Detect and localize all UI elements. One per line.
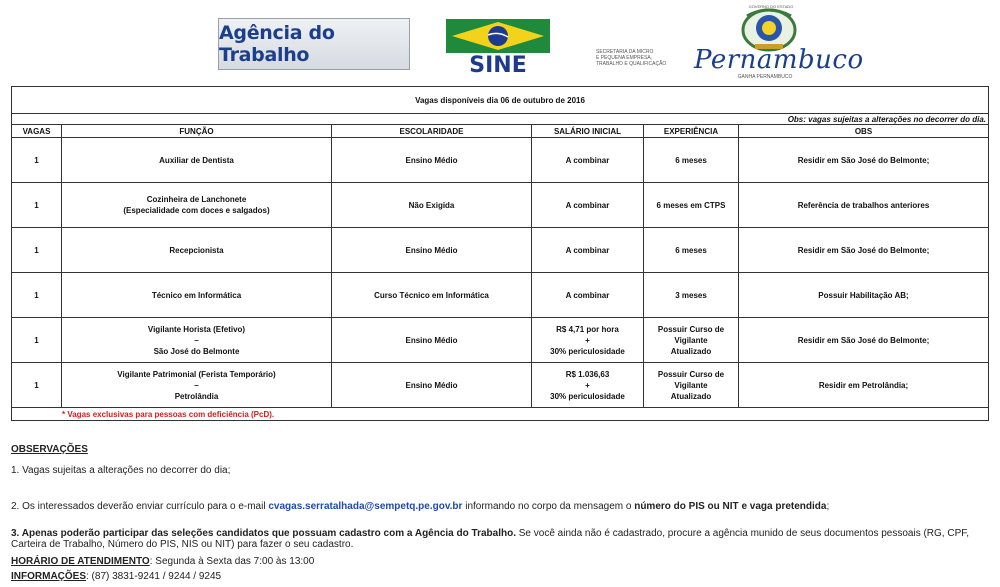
secretaria-line: SECRETARIA DA MICRO <box>596 49 654 55</box>
cell-vagas: 1 <box>12 228 62 273</box>
cell-experiencia <box>644 138 739 183</box>
item2-text: informando no corpo da mensagem o <box>462 501 635 512</box>
table-row <box>12 318 989 363</box>
pernambuco-sub-text: GANHA PERNAMBUCO <box>737 74 793 80</box>
horario-label: HORÁRIO DE ATENDIMENTO <box>11 556 150 567</box>
cell-salario <box>532 363 644 408</box>
secretaria-line: E PEQUENA EMPRESA, <box>596 55 653 61</box>
observacao-item-3 <box>11 528 986 550</box>
cell-experiencia <box>644 363 739 408</box>
observacoes-title: OBSERVAÇÕES <box>11 444 88 455</box>
funcao-line: – <box>194 335 199 345</box>
pcd-note-filler <box>532 408 989 421</box>
cell-obs: Referência de trabalhos anteriores <box>739 183 989 228</box>
horario-line <box>11 556 314 567</box>
cell-obs: Residir em São José do Belmonte; <box>739 228 989 273</box>
experiencia-line: Atualizado <box>670 346 712 356</box>
item2-text: 2. Os interessados deverão enviar currículo para o e-mail <box>11 501 269 512</box>
experiencia-line: Possuir Curso de <box>657 324 725 334</box>
salario-line: 30% periculosidade <box>550 391 625 401</box>
salario-line: 30% periculosidade <box>550 346 625 356</box>
table-obs-note: Obs: vagas sujeitas a alterações no decorrer do dia. <box>12 114 989 125</box>
cell-escolaridade: Ensino Médio <box>332 363 532 408</box>
cell-vagas: 1 <box>12 138 62 183</box>
item2-text: ; <box>826 501 830 512</box>
cell-obs: Possuir Habilitação AB; <box>739 273 989 318</box>
cell-funcao <box>62 138 332 183</box>
experiencia-line: Atualizado <box>670 391 712 401</box>
table-row <box>12 138 989 183</box>
cell-funcao <box>62 273 332 318</box>
table-title: Vagas disponíveis dia 06 de outubro de 2016 <box>12 87 989 114</box>
salario-line: + <box>585 335 590 345</box>
salario-line: R$ 4,71 por hora <box>556 324 619 334</box>
salario-line: + <box>585 380 590 390</box>
funcao-line: São José do Belmonte <box>153 346 240 356</box>
salario-line: A combinar <box>565 200 610 210</box>
cell-vagas: 1 <box>12 273 62 318</box>
cell-salario <box>532 183 644 228</box>
pernambuco-logo-text: Pernambuco <box>694 45 864 75</box>
experiencia-line: 6 meses <box>675 245 707 255</box>
salario-line: A combinar <box>565 155 610 165</box>
cell-funcao <box>62 318 332 363</box>
governo-label: GOVERNO DO ESTADO <box>748 4 794 9</box>
cell-experiencia <box>644 228 739 273</box>
cell-salario <box>532 318 644 363</box>
cell-vagas: 1 <box>12 363 62 408</box>
cell-salario <box>532 228 644 273</box>
vagas-table <box>11 86 989 421</box>
header-vagas: VAGAS <box>12 125 62 138</box>
cell-escolaridade: Ensino Médio <box>332 228 532 273</box>
cell-salario <box>532 273 644 318</box>
cell-escolaridade: Ensino Médio <box>332 138 532 183</box>
cell-obs: Residir em São José do Belmonte; <box>739 138 989 183</box>
header-logos <box>0 0 1000 84</box>
funcao-line: Petrolândia <box>174 391 219 401</box>
info-label: INFORMAÇÕES <box>11 571 86 582</box>
email-link[interactable]: cvagas.serratalhada@sempetq.pe.gov.br <box>268 501 463 512</box>
cell-escolaridade: Ensino Médio <box>332 318 532 363</box>
table-row <box>12 183 989 228</box>
funcao-line: Recepcionista <box>169 245 224 255</box>
horario-value: : Segunda à Sexta das 7:00 às 13:00 <box>149 556 315 567</box>
experiencia-line: Vigilante <box>674 380 708 390</box>
cell-obs: Residir em Petrolândia; <box>739 363 989 408</box>
table-row <box>12 363 989 408</box>
funcao-line: Técnico em Informática <box>151 290 242 300</box>
item3-bold-text: 3. Apenas poderão participar das seleções candidatos que possuam cadastro com a Agência do Trabalho. <box>11 528 516 539</box>
header-obs: OBS <box>739 125 989 138</box>
observacao-item-1: 1. Vagas sujeitas a alterações no decorrer do dia; <box>11 465 231 476</box>
salario-line: A combinar <box>565 290 610 300</box>
experiencia-line: 6 meses em CTPS <box>656 200 726 210</box>
cell-experiencia <box>644 273 739 318</box>
cell-experiencia <box>644 183 739 228</box>
experiencia-line: Vigilante <box>674 335 708 345</box>
info-line <box>11 571 221 582</box>
cell-experiencia <box>644 318 739 363</box>
agencia-logo-text: Agência do Trabalho <box>219 22 335 66</box>
cell-vagas: 1 <box>12 183 62 228</box>
funcao-line: Auxiliar de Dentista <box>159 155 234 165</box>
table-row <box>12 228 989 273</box>
secretaria-text <box>596 49 690 67</box>
funcao-line: Vigilante Patrimonial (Ferista Temporário) <box>117 369 276 379</box>
observacao-item-2 <box>11 501 829 512</box>
funcao-line: (Especialidade com doces e salgados) <box>123 206 270 215</box>
pcd-note: * Vagas exclusivas para pessoas com deficiência (PcD). <box>12 408 532 421</box>
cell-obs: Residir em São José do Belmonte; <box>739 318 989 363</box>
sine-logo <box>428 17 570 75</box>
secretaria-line: TRABALHO E QUALIFICAÇÃO <box>596 61 667 67</box>
funcao-line: – <box>194 380 199 390</box>
salario-line: A combinar <box>565 245 610 255</box>
experiencia-line: 6 meses <box>675 155 707 165</box>
item2-bold-text: número do PIS ou NIT e vaga pretendida <box>634 501 827 512</box>
agencia-do-trabalho-logo <box>218 18 410 70</box>
cell-funcao <box>62 183 332 228</box>
sine-logo-text: SINE <box>469 53 527 75</box>
header-funcao: FUNÇÃO <box>62 125 332 138</box>
cell-salario <box>532 138 644 183</box>
funcao-line: Cozinheira de Lanchonete <box>146 195 247 204</box>
cell-escolaridade: Não Exigida <box>332 183 532 228</box>
header-experiencia: EXPERIÊNCIA <box>644 125 739 138</box>
cell-funcao <box>62 228 332 273</box>
experiencia-line: Possuir Curso de <box>657 369 725 379</box>
salario-line: R$ 1.036,63 <box>565 369 610 379</box>
table-row <box>12 273 989 318</box>
cell-funcao <box>62 363 332 408</box>
header-escolaridade: ESCOLARIDADE <box>332 125 532 138</box>
experiencia-line: 3 meses <box>675 290 707 300</box>
item3-text: Se você ainda não é cadastrado, procure a agência munido de seus documentos pessoais (RG, CPF, Carteira de Trabalho, Número do PIS, NIS ou NIT) para fazer o seu cadastro. <box>11 528 970 550</box>
funcao-line: Vigilante Horista (Efetivo) <box>147 324 246 334</box>
cell-escolaridade: Curso Técnico em Informática <box>332 273 532 318</box>
cell-vagas: 1 <box>12 318 62 363</box>
info-value: : (87) 3831-9241 / 9244 / 9245 <box>86 571 222 582</box>
header-salario: SALÁRIO INICIAL <box>532 125 644 138</box>
